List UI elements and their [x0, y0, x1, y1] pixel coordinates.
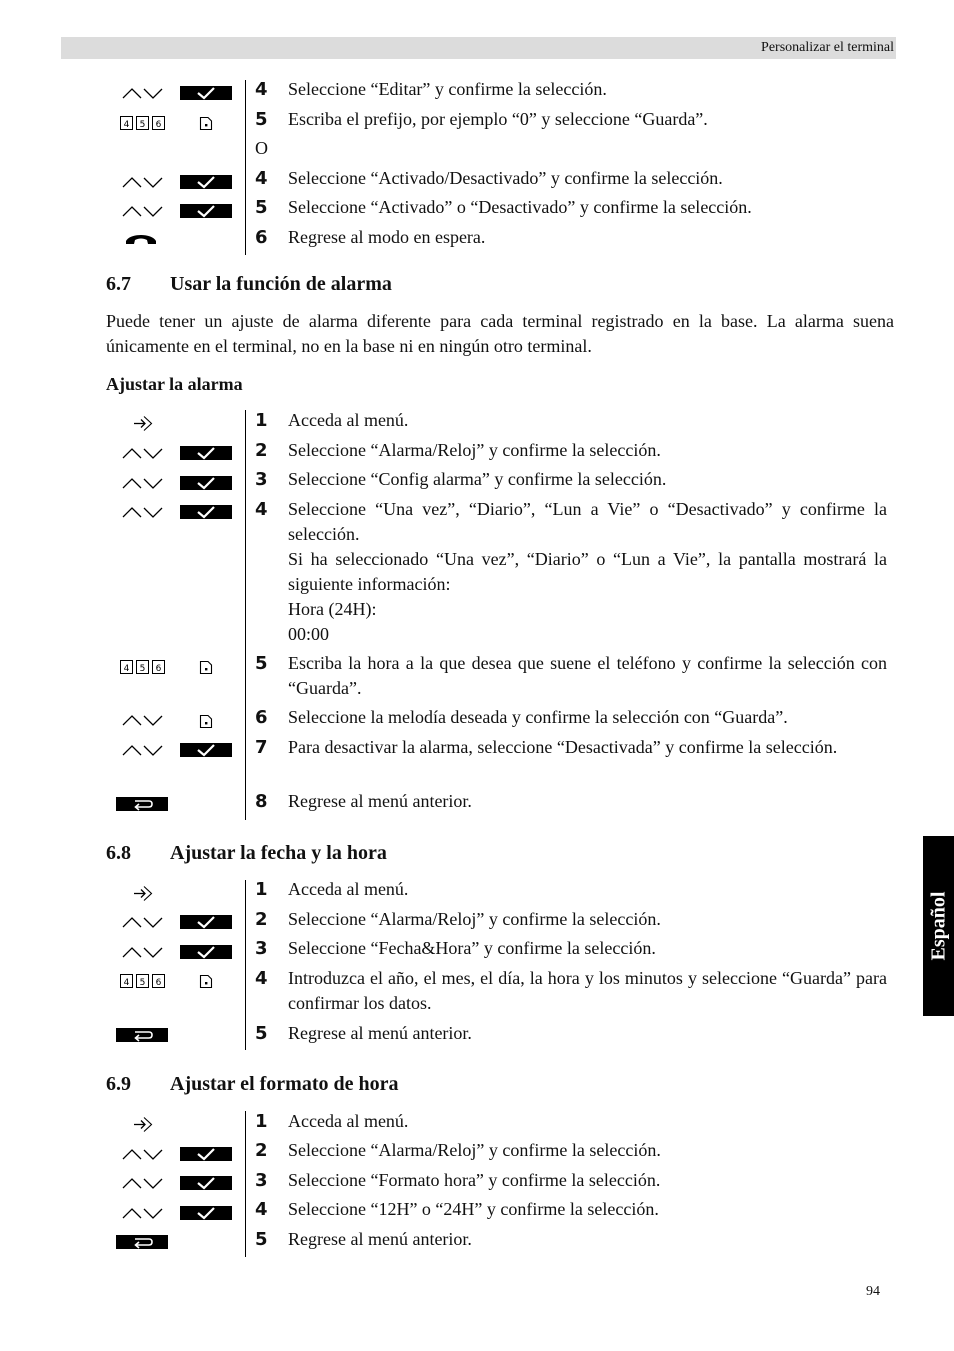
- step-text: Regrese al modo en espera.: [288, 227, 486, 247]
- ok-softkey-icon: [180, 1176, 232, 1190]
- step-note: Si ha seleccionado “Una vez”, “Diario” o “Lun a Vie”, la pantalla mostrará la siguiente información:: [288, 549, 887, 594]
- step-number: 5: [255, 109, 268, 130]
- ok-softkey-icon: [180, 915, 232, 929]
- language-tab: [923, 836, 954, 1016]
- step-text: Seleccione “Fecha&Hora” y confirme la selección.: [288, 938, 656, 958]
- section-title: Ajustar el formato de hora: [170, 1073, 399, 1095]
- step-number: 4: [255, 79, 268, 100]
- up-down-nav-icon: [121, 944, 163, 960]
- step-text: Acceda al menú.: [288, 879, 409, 899]
- up-down-nav-icon: [121, 174, 163, 190]
- step-number: 6: [255, 227, 268, 248]
- step-number: 4: [255, 968, 268, 989]
- keypad-456-icon: [120, 116, 166, 130]
- up-down-nav-icon: [121, 85, 163, 101]
- step-number: 6: [255, 707, 268, 728]
- step-text: Seleccione “Editar” y confirme la selección.: [288, 79, 607, 99]
- step-number: 7: [255, 737, 268, 758]
- step-text: Seleccione “Alarma/Reloj” y confirme la selección.: [288, 909, 661, 929]
- step-number: 5: [255, 653, 268, 674]
- step-number: 1: [255, 879, 268, 900]
- step-number: 2: [255, 1140, 268, 1161]
- step-number: 3: [255, 1170, 268, 1191]
- svg-text:4: 4: [123, 978, 130, 988]
- step-number: 2: [255, 909, 268, 930]
- step-text: Acceda al menú.: [288, 1111, 409, 1131]
- ok-softkey-icon: [180, 1147, 232, 1161]
- up-down-nav-icon: [121, 712, 163, 728]
- save-softkey-icon: [199, 660, 213, 675]
- step-number: 3: [255, 469, 268, 490]
- intro-paragraph: Puede tener un ajuste de alarma diferente para cada terminal registrado en la base. La alarma suena únicamente en el terminal, no en la base ni en ningún otro terminal.: [106, 311, 894, 356]
- step-number: 1: [255, 1111, 268, 1132]
- step-text: Seleccione “Activado” o “Desactivado” y confirme la selección.: [288, 197, 752, 217]
- step-text: Seleccione “Formato hora” y confirme la selección.: [288, 1170, 661, 1190]
- svg-text:6: 6: [155, 120, 162, 130]
- step-text: Acceda al menú.: [288, 410, 409, 430]
- up-down-nav-icon: [121, 914, 163, 930]
- end-call-icon: [124, 232, 158, 246]
- section-title: Usar la función de alarma: [170, 273, 392, 295]
- step-number: 8: [255, 791, 268, 812]
- section-number: 6.7: [106, 273, 131, 295]
- step-number: 5: [255, 1229, 268, 1250]
- svg-text:4: 4: [123, 664, 130, 674]
- ok-softkey-icon: [180, 1206, 232, 1220]
- step-text: Seleccione “Alarma/Reloj” y confirme la selección.: [288, 440, 661, 460]
- save-softkey-icon: [199, 974, 213, 989]
- step-divider: [245, 880, 246, 1050]
- or-label: O: [255, 138, 268, 158]
- svg-text:5: 5: [139, 664, 146, 674]
- step-divider: [245, 410, 246, 820]
- back-softkey-icon: [116, 1235, 168, 1249]
- back-softkey-icon: [116, 797, 168, 811]
- step-text: Escriba el prefijo, por ejemplo “0” y seleccione “Guarda”.: [288, 109, 708, 129]
- step-number: 4: [255, 499, 268, 520]
- up-down-nav-icon: [121, 1205, 163, 1221]
- save-softkey-icon: [199, 116, 213, 131]
- step-text: Seleccione “Config alarma” y confirme la selección.: [288, 469, 667, 489]
- step-main: Seleccione “Una vez”, “Diario”, “Lun a Vie” o “Desactivado” y confirme la selección.: [288, 499, 887, 544]
- step-text: [288, 497, 887, 647]
- step-text: Regrese al menú anterior.: [288, 791, 472, 811]
- step-number: 4: [255, 1199, 268, 1220]
- section-heading: [106, 1073, 398, 1096]
- svg-text:4: 4: [123, 120, 130, 130]
- page-header: [61, 37, 896, 59]
- step-display-label: Hora (24H):: [288, 599, 377, 619]
- svg-text:6: 6: [155, 978, 162, 988]
- up-down-nav-icon: [121, 475, 163, 491]
- ok-softkey-icon: [180, 476, 232, 490]
- step-number: 1: [255, 410, 268, 431]
- ok-softkey-icon: [180, 86, 232, 100]
- section-heading: [106, 842, 387, 865]
- step-text: Seleccione “Activado/Desactivado” y confirme la selección.: [288, 168, 723, 188]
- step-number: 2: [255, 440, 268, 461]
- up-down-nav-icon: [121, 742, 163, 758]
- header-title: Personalizar el terminal: [761, 40, 894, 55]
- ok-softkey-icon: [180, 945, 232, 959]
- step-number: 5: [255, 1023, 268, 1044]
- up-down-nav-icon: [121, 445, 163, 461]
- menu-key-icon: [133, 885, 153, 902]
- save-softkey-icon: [199, 714, 213, 729]
- svg-text:5: 5: [139, 978, 146, 988]
- language-tab-label: Español: [927, 891, 949, 961]
- page-number: 94: [866, 1284, 880, 1299]
- step-text: Regrese al menú anterior.: [288, 1023, 472, 1043]
- up-down-nav-icon: [121, 203, 163, 219]
- ok-softkey-icon: [180, 204, 232, 218]
- section-number: 6.8: [106, 842, 131, 864]
- ok-softkey-icon: [180, 446, 232, 460]
- section-heading: [106, 273, 392, 296]
- svg-text:5: 5: [139, 120, 146, 130]
- keypad-456-icon: [120, 974, 166, 988]
- sub-heading: Ajustar la alarma: [106, 374, 243, 394]
- step-text: Para desactivar la alarma, seleccione “Desactivada” y confirme la selección.: [288, 737, 838, 757]
- section-title: Ajustar la fecha y la hora: [170, 842, 387, 864]
- ok-softkey-icon: [180, 743, 232, 757]
- ok-softkey-icon: [180, 505, 232, 519]
- section-number: 6.9: [106, 1073, 131, 1095]
- menu-key-icon: [133, 415, 153, 432]
- svg-text:6: 6: [155, 664, 162, 674]
- step-number: 3: [255, 938, 268, 959]
- step-divider: [245, 1111, 246, 1257]
- step-display-value: 00:00: [288, 624, 330, 644]
- step-number: 5: [255, 197, 268, 218]
- up-down-nav-icon: [121, 1175, 163, 1191]
- step-text: Regrese al menú anterior.: [288, 1229, 472, 1249]
- ok-softkey-icon: [180, 175, 232, 189]
- step-text: Introduzca el año, el mes, el día, la hora y los minutos y seleccione “Guarda” para confirmar los datos.: [288, 968, 887, 1013]
- step-text: Seleccione la melodía deseada y confirme la selección con “Guarda”.: [288, 707, 788, 727]
- step-number: 4: [255, 168, 268, 189]
- up-down-nav-icon: [121, 1146, 163, 1162]
- step-text: Seleccione “12H” o “24H” y confirme la selección.: [288, 1199, 659, 1219]
- step-divider: [245, 80, 246, 255]
- step-text: Seleccione “Alarma/Reloj” y confirme la selección.: [288, 1140, 661, 1160]
- up-down-nav-icon: [121, 504, 163, 520]
- back-softkey-icon: [116, 1028, 168, 1042]
- keypad-456-icon: [120, 660, 166, 674]
- step-text: Escriba la hora a la que desea que suene el teléfono y confirme la selección con “Guarda”.: [288, 653, 887, 698]
- menu-key-icon: [133, 1116, 153, 1133]
